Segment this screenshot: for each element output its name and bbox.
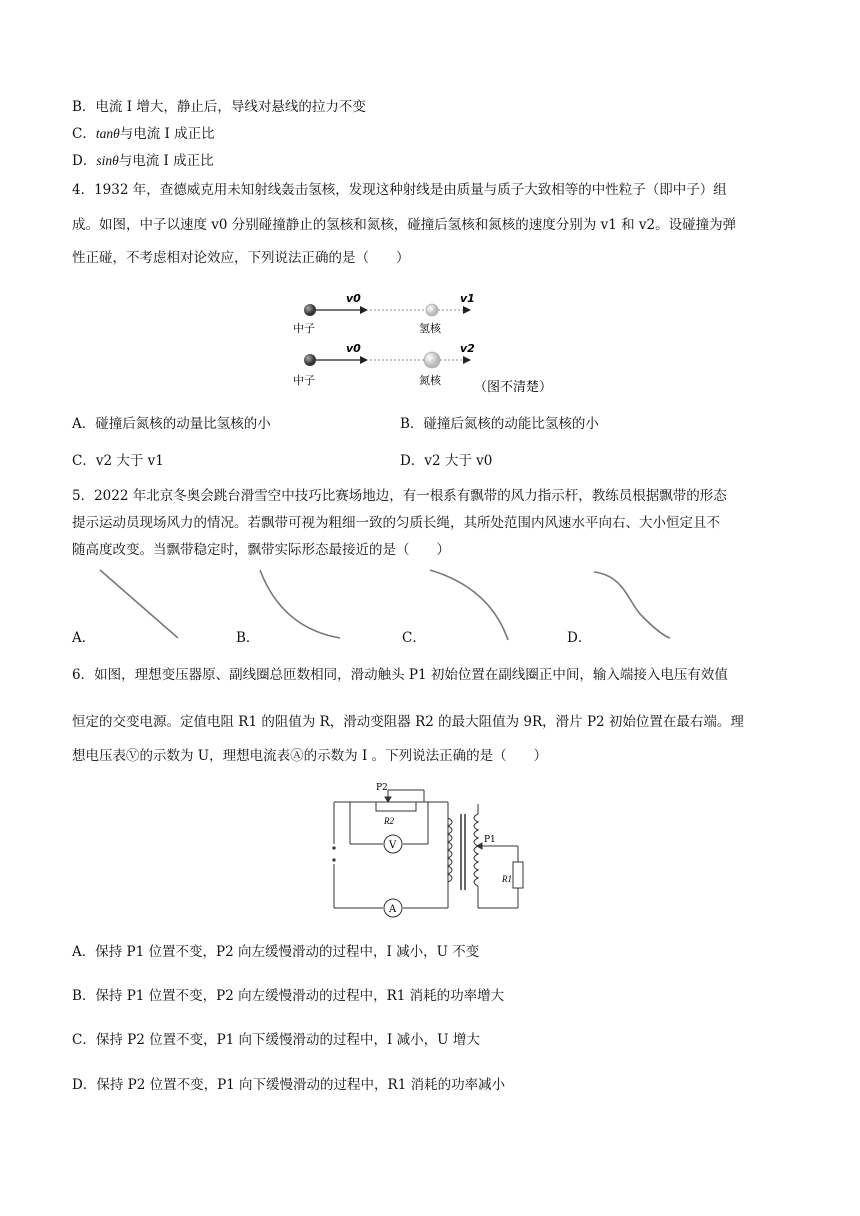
q6-option-b: B．保持 P1 位置不变，P2 向左缓慢滑动的过程中，R1 消耗的功率增大 — [72, 988, 505, 1004]
q6-option-c: C．保持 P2 位置不变，P1 向下缓慢滑动的过程中，I 减小，U 增大 — [72, 1032, 480, 1048]
q6-option-a: A．保持 P1 位置不变，P2 向左缓慢滑动的过程中，I 减小，U 不变 — [72, 944, 480, 960]
neutron-label-2: 中子 — [293, 374, 315, 387]
primary-coil — [448, 818, 452, 882]
nitrogen-label: 氮核 — [419, 374, 441, 387]
ribbon-shape-c — [430, 570, 508, 640]
q6-stem-line2: 恒定的交变电源。定值电阻 R1 的阻值为 R，滑动变阻器 R2 的最大阻值为 9R，滑片 P2 初始位置在最右端。理 — [72, 714, 744, 730]
hydrogen-label: 氢核 — [419, 322, 441, 335]
rheostat-r2 — [376, 802, 416, 811]
v1-label: v1 — [460, 292, 475, 305]
q4-stem-line2: 成。如图，中子以速度 v0 分别碰撞静止的氢核和氮核，碰撞后氢核和氮核的速度分别为 v1 和 v2。设碰撞为弹 — [72, 217, 737, 233]
ammeter-label: A — [389, 904, 397, 915]
neutron-ball-1 — [304, 304, 316, 316]
slider-p1-arrow — [477, 843, 482, 849]
q4-stem-line3: 性正碰，不考虑相对论效应，下列说法正确的是（ ） — [72, 250, 410, 266]
q5-stem-line1: 5．2022 年北京冬奥会跳台滑雪空中技巧比赛场地边，有一根系有飘带的风力指示杆，教练员根据飘带的形态 — [72, 488, 727, 504]
tan-theta: tanθ — [95, 126, 120, 141]
v0-arrow-1 — [360, 306, 368, 314]
q3-option-d: D．sinθ与电流 I 成正比 — [72, 153, 214, 169]
input-terminal-top — [332, 846, 335, 849]
q6-option-d: D．保持 P2 位置不变，P1 向下缓慢滑动的过程中，R1 消耗的功率减小 — [72, 1077, 506, 1093]
ribbon-shape-a — [100, 570, 178, 638]
q4-option-a: A．碰撞后氮核的动量比氢核的小 — [72, 416, 271, 432]
q5-label-d: D． — [567, 630, 592, 646]
q4-collision-figure — [288, 288, 588, 398]
v2-label: v2 — [460, 342, 475, 355]
q5-label-a: A． — [72, 630, 96, 646]
q4-stem-line1: 4．1932 年，查德威克用未知射线轰击氢核，发现这种射线是由质量与质子大致相等的中性粒子（即中子）组 — [72, 182, 727, 198]
voltmeter-label: V — [389, 840, 397, 851]
v1-arrow — [463, 306, 471, 314]
nitrogen-ball — [424, 352, 440, 368]
q3-option-b: B．电流 I 增大，静止后，导线对悬线的拉力不变 — [72, 99, 366, 115]
q3-option-c: C．tanθ与电流 I 成正比 — [72, 126, 215, 142]
hydrogen-ball — [426, 304, 438, 316]
q5-label-c: C． — [402, 630, 426, 646]
v2-arrow — [463, 356, 471, 364]
q6-stem-line3: 想电压表Ⓥ的示数为 U，理想电流表Ⓐ的示数为 I 。下列说法正确的是（ ） — [72, 748, 548, 764]
q6-transformer-circuit-figure — [320, 778, 550, 918]
slider-p2-arrow — [385, 797, 391, 802]
ribbon-shape-b — [260, 570, 340, 638]
v0-label-2: v0 — [346, 342, 361, 355]
q6-stem-line1: 6．如图，理想变压器原、副线圈总匝数相同，滑动触头 P1 初始位置在副线圈正中间，输入端接入电压有效值 — [72, 667, 728, 683]
q5-stem-line2: 提示运动员现场风力的情况。若飘带可视为粗细一致的匀质长绳，其所处范围内风速水平向右、大小恒定且不 — [72, 515, 720, 531]
p2-label: P2 — [376, 783, 388, 793]
q4-option-b: B．碰撞后氮核的动能比氢核的小 — [400, 416, 599, 432]
resistor-r1 — [513, 862, 523, 888]
figure-note: （图不清楚） — [474, 380, 553, 395]
input-terminal-bottom — [332, 858, 335, 861]
v0-arrow-2 — [360, 356, 368, 364]
ribbon-shape-d — [594, 572, 670, 638]
q4-option-d: D．v2 大于 v0 — [400, 453, 493, 469]
secondary-coil — [474, 814, 478, 886]
neutron-ball-2 — [304, 354, 316, 366]
sin-theta: sinθ — [96, 153, 119, 168]
neutron-label-1: 中子 — [293, 322, 315, 335]
v0-label-1: v0 — [346, 292, 361, 305]
q5-label-b: B． — [236, 630, 260, 646]
q5-stem-line3: 随高度改变。当飘带稳定时，飘带实际形态最接近的是（ ） — [72, 542, 450, 558]
r2-label: R2 — [384, 816, 394, 826]
p1-label: P1 — [484, 835, 496, 845]
q4-option-c: C．v2 大于 v1 — [72, 453, 164, 469]
q5-ribbon-options-figure — [60, 560, 800, 650]
r1-label: R1 — [502, 874, 512, 884]
